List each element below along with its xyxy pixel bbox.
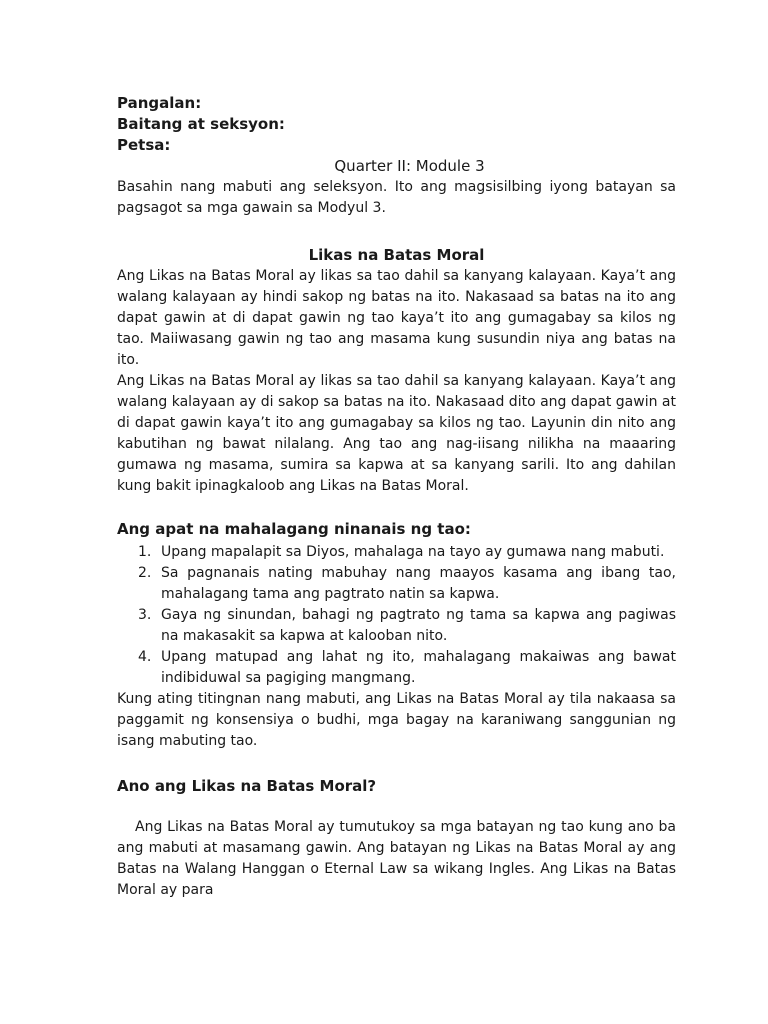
closing-paragraph: Kung ating titingnan nang mabuti, ang Likas na Batas Moral ay tila nakaasa sa paggamit ng konsensiya o budhi, mga bagay na karaniwang sanggunian ng isang mabuting tao. bbox=[117, 691, 676, 749]
list-text: Sa pagnanais nating mabuhay nang maayos kasama ang ibang tao, mahalagang tama ang pagtrato natin sa kapwa. bbox=[161, 565, 676, 602]
name-label: Pangalan: bbox=[117, 94, 202, 112]
list-text: Upang mapalapit sa Diyos, mahalaga na tayo ay gumawa nang mabuti. bbox=[161, 544, 665, 560]
list-number: 2. bbox=[138, 565, 152, 581]
paragraph-2: Ang Likas na Batas Moral ay likas sa tao dahil sa kanyang kalayaan. Kaya’t ang walang kalayaan ay di sakop sa batas na ito. Nakasaad dito ang dapat gawin at di dapat gawin kaya’t ito ang gumagabay sa kilos ng tao. Layunin din nito ang kabutihan ng bawat nilalang. Ang tao ang nag-iisang nilikha na maaaring gumawa ng masama, sumira sa kapwa at sa kanyang sarili. Ito ang dahilan kung bakit ipinagkaloob ang Likas na Batas Moral. bbox=[117, 373, 676, 494]
desires-list bbox=[117, 542, 676, 689]
list-item bbox=[138, 605, 676, 647]
module-title: Quarter II: Module 3 bbox=[334, 157, 485, 175]
list-text: Gaya ng sinundan, bahagi ng pagtrato ng tama sa kapwa ang pagiwas na makasakit sa kapwa at kalooban nito. bbox=[161, 607, 676, 644]
section-title-likas: Likas na Batas Moral bbox=[308, 246, 485, 264]
list-number: 1. bbox=[138, 544, 152, 560]
intro-paragraph: Basahin nang mabuti ang seleksyon. Ito ang magsisilbing iyong batayan sa pagsagot sa mga gawain sa Modyul 3. bbox=[117, 179, 676, 216]
section-title-apat: Ang apat na mahalagang ninanais ng tao: bbox=[117, 520, 471, 538]
date-label: Petsa: bbox=[117, 136, 171, 154]
list-item bbox=[138, 542, 676, 563]
list-item bbox=[138, 647, 676, 689]
list-number: 3. bbox=[138, 607, 152, 623]
paragraph-3: Ang Likas na Batas Moral ay tumutukoy sa mga batayan ng tao kung ano ba ang mabuti at masamang gawin. Ang batayan ng Likas na Batas Moral ay ang Batas na Walang Hanggan o Eternal Law sa wikang Ingles. Ang Likas na Batas Moral ay para bbox=[117, 819, 676, 898]
paragraph-1: Ang Likas na Batas Moral ay likas sa tao dahil sa kanyang kalayaan. Kaya’t ang walang kalayaan ay hindi sakop ng batas na ito. Nakasaad sa batas na ito ang dapat gawin at di dapat gawin ng tao kaya’t ito ang gumagabay sa kilos ng tao. Maiiwasang gawin ng tao ang masama kung susundin niya ang batas na ito. bbox=[117, 268, 676, 368]
list-item bbox=[138, 563, 676, 605]
list-number: 4. bbox=[138, 649, 152, 665]
list-text: Upang matupad ang lahat ng ito, mahalagang makaiwas ang bawat indibiduwal sa pagiging mangmang. bbox=[161, 649, 676, 686]
grade-section-label: Baitang at seksyon: bbox=[117, 115, 285, 133]
section-title-ano: Ano ang Likas na Batas Moral? bbox=[117, 777, 377, 795]
